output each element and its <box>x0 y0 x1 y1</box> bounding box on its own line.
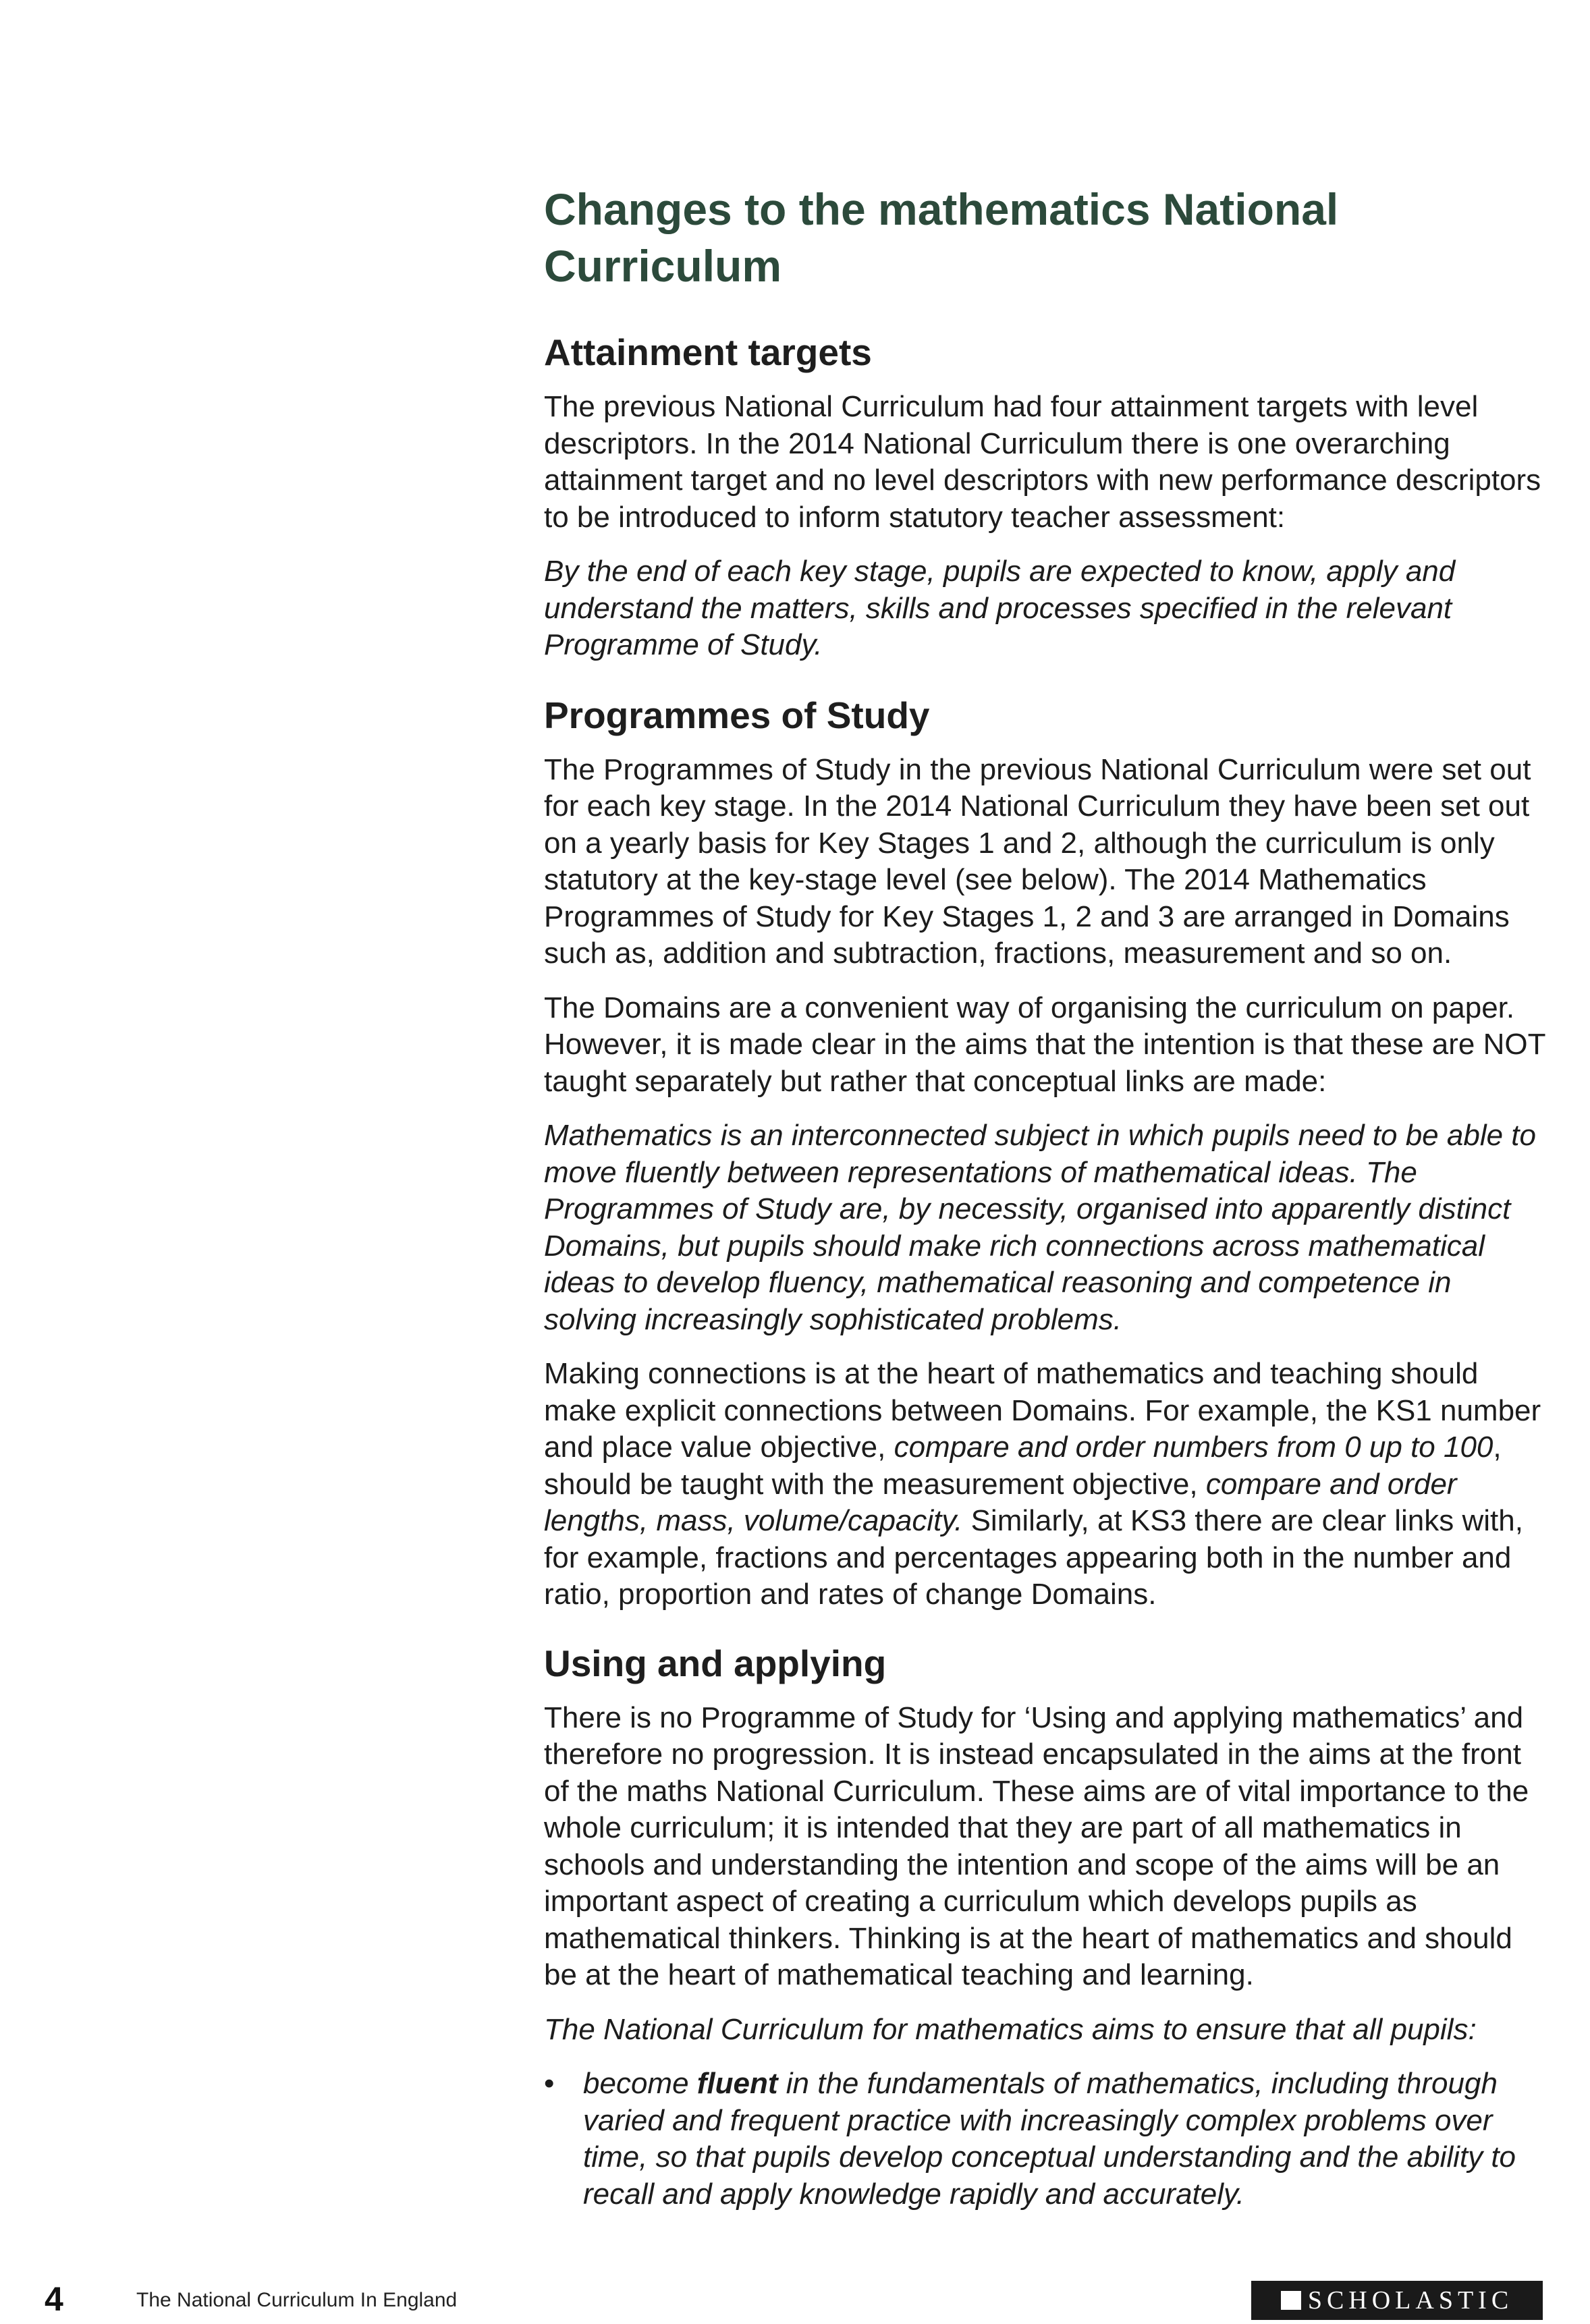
connections-paragraph <box>544 1356 1550 1613</box>
paragraph: There is no Programme of Study for ‘Using and applying mathematics’ and therefore no progression. It is instead encapsulated in the aims at the front of the maths National Curriculum. These aims are of vital importance to the whole curriculum; it is intended that they are part of all mathematics in schools and understanding the intention and scope of the aims will be an important aspect of creating a curriculum which develops pupils as mathematical thinkers. Thinking is at the heart of mathematics and should be at the heart of mathematical teaching and learning. <box>544 1700 1529 1991</box>
text-run: , should be taught with the measurement objective, <box>544 1431 1502 1501</box>
italic-run: compare and order numbers from 0 up to 100 <box>894 1431 1493 1464</box>
publisher-name: SCHOLASTIC <box>1307 2286 1514 2315</box>
quote-paragraph: The National Curriculum for mathematics aims to ensure that all pupils: <box>544 2012 1477 2046</box>
bold-run: fluent <box>696 2067 778 2100</box>
aims-list <box>544 2066 1550 2213</box>
bullet-icon: • <box>544 2067 555 2100</box>
section-programmes-of-study <box>544 692 1550 1613</box>
section-heading: Programmes of Study <box>544 694 930 736</box>
list-item <box>544 2066 1550 2213</box>
publisher-logo <box>1251 2281 1543 2320</box>
page-number: 4 <box>45 2280 63 2318</box>
page-title: Changes to the mathematics National Curriculum <box>544 184 1339 291</box>
section-attainment-targets <box>544 329 1550 664</box>
section-heading: Attainment targets <box>544 331 872 373</box>
main-content <box>544 181 1550 2240</box>
text-run: become <box>583 2067 697 2100</box>
quote-paragraph: Mathematics is an interconnected subject in which pupils need to be able to move fluently between representations of mathematical ideas. The Programmes of Study are, by necessity, organised into apparently distinct Domains, but pupils should make rich connections across mathematical ideas to develop fluency, mathematical reasoning and competence in solving increasingly sophisticated problems. <box>544 1119 1536 1336</box>
quote-paragraph: By the end of each key stage, pupils are expected to know, apply and understand the matters, skills and processes specified in the relevant Programme of Study. <box>544 555 1456 661</box>
paragraph: The Domains are a convenient way of organising the curriculum on paper. However, it is made clear in the aims that the intention is that these are NOT taught separately but rather that conceptual links are made: <box>544 991 1545 1098</box>
paragraph: The Programmes of Study in the previous National Curriculum were set out for each key stage. In the 2014 National Curriculum they have been set out on a yearly basis for Key Stages 1 and 2, although the curriculum is only statutory at the key-stage level (see below). The 2014 Mathematics Programmes of Study for Key Stages 1, 2 and 3 are arranged in Domains such as, addition and subtraction, fractions, measurement and so on. <box>544 752 1531 970</box>
text-run: Similarly, at KS3 there are clear links with, for example, fractions and percentages appearing both in the number and ratio, proportion and rates of change Domains. <box>544 1504 1523 1611</box>
section-heading: Using and applying <box>544 1642 887 1684</box>
book-icon <box>1281 2291 1301 2310</box>
running-title: The National Curriculum In England <box>136 2289 458 2311</box>
text-run: Making connections is at the heart of mathematics and teaching should make explicit connections between Domains. For example, the KS1 number and place value objective, <box>544 1357 1541 1464</box>
section-using-and-applying <box>544 1640 1550 2213</box>
italic-run: compare and order lengths, mass, volume/capacity. <box>544 1467 1457 1537</box>
paragraph: The previous National Curriculum had four attainment targets with level descriptors. In the 2014 National Curriculum there is one overarching attainment target and no level descriptors with new performance descriptors to be introduced to inform statutory teacher assessment: <box>544 390 1541 534</box>
text-run: in the fundamentals of mathematics, including through varied and frequent practice with increasingly complex problems over time, so that pupils develop conceptual understanding and the ability to recall and apply knowledge rapidly and accurately. <box>583 2067 1516 2211</box>
